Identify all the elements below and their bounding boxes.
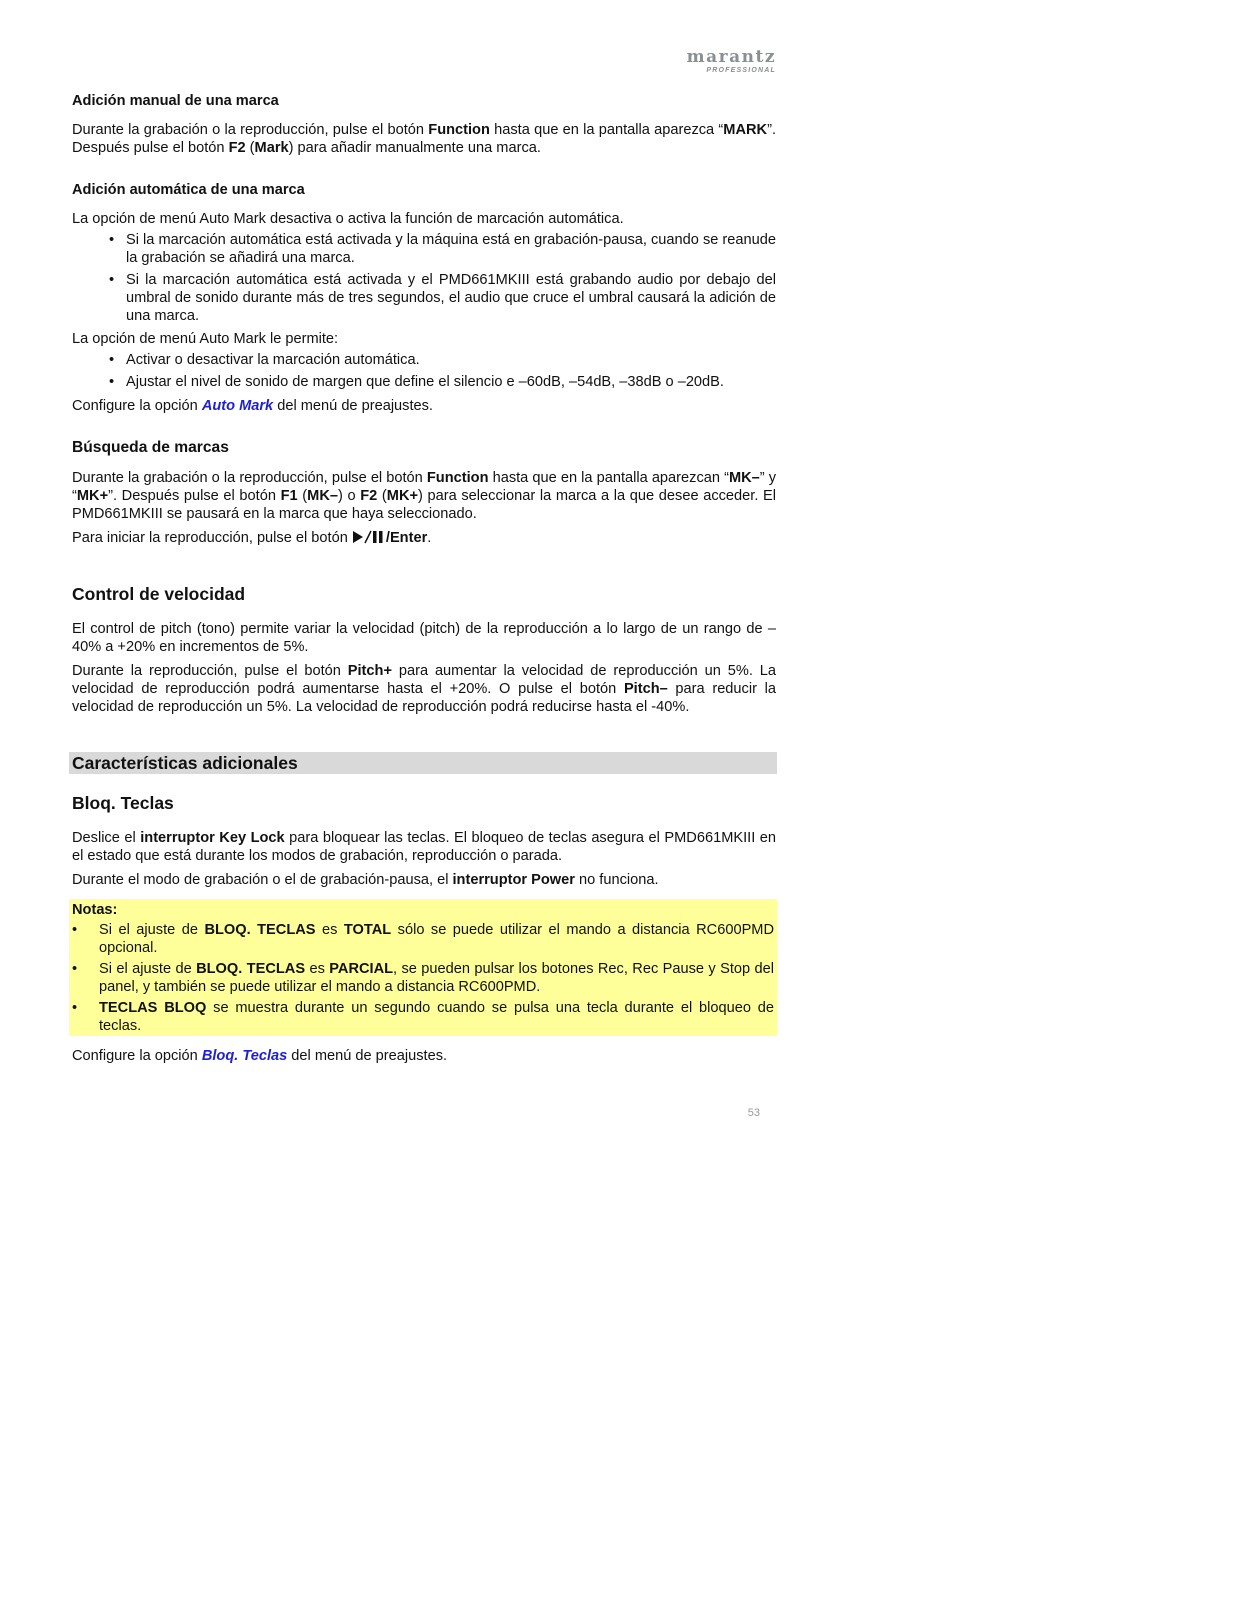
list-item: • Ajustar el nivel de sonido de margen que define el silencio e –60dB, –54dB, –38dB o –20dB. bbox=[109, 373, 776, 391]
page-content bbox=[72, 92, 776, 1065]
speed-paragraph-2: Durante la reproducción, pulse el botón Pitch+ para aumentar la velocidad de reproducción un 5%. La velocidad de reproducción podrá aumentarse hasta el +20%. O pulse el botón Pitch– para reducir la velocidad de reproducción un 5%. La velocidad de reproducción podrá reducirse hasta el -40%. bbox=[72, 663, 776, 715]
manual-mark-paragraph: Durante la grabación o la reproducción, pulse el botón Function hasta que en la pantalla aparezca “MARK”. Después pulse el botón F2 (Mark) para añadir manualmente una marca. bbox=[72, 122, 776, 156]
search-marks-play: Para iniciar la reproducción, pulse el botón /Enter. bbox=[72, 529, 776, 549]
manual-mark-heading: Adición manual de una marca bbox=[72, 93, 279, 109]
notes-title: Notas: bbox=[72, 902, 118, 918]
list-item: • Si la marcación automática está activada y la máquina está en grabación-pausa, cuando se reanude la grabación se añadirá una marca. bbox=[109, 231, 776, 267]
key-lock-heading: Bloq. Teclas bbox=[72, 793, 174, 813]
note-item: • Si el ajuste de BLOQ. TECLAS es PARCIAL, se pueden pulsar los botones Rec, Rec Pause y Stop del panel, y también se puede utilizar el mando a distancia RC600PMD. bbox=[72, 960, 774, 996]
marantz-logo bbox=[666, 48, 776, 75]
speed-heading: Control de velocidad bbox=[72, 584, 246, 604]
list-item: • Si la marcación automática está activada y el PMD661MKIII está grabando audio por debajo del umbral de sonido durante más de tres segundos, el audio que cruce el umbral causará la adición de una marca. bbox=[109, 271, 776, 325]
note-item: • TECLAS BLOQ se muestra durante un segundo cuando se pulsa una tecla durante el bloqueo de teclas. bbox=[72, 999, 774, 1035]
search-marks-paragraph: Durante la grabación o la reproducción, pulse el botón Function hasta que en la pantalla aparezcan “MK–” y “MK+”. Después pulse el botón F1 (MK–) o F2 (MK+) para seleccionar la marca a la que desee acceder. El PMD661MKIII se pausará en la marca que haya seleccionado. bbox=[72, 470, 777, 522]
auto-mark-configure: Configure la opción Auto Mark del menú de preajustes. bbox=[72, 398, 433, 414]
key-lock-configure: Configure la opción Bloq. Teclas del menú de preajustes. bbox=[72, 1048, 448, 1064]
auto-mark-heading: Adición automática de una marca bbox=[72, 182, 305, 198]
key-lock-paragraph-2: Durante el modo de grabación o el de grabación-pausa, el interruptor Power no funciona. bbox=[72, 872, 659, 888]
auto-mark-bullets-1 bbox=[72, 231, 776, 325]
key-lock-paragraph-1: Deslice el interruptor Key Lock para bloquear las teclas. El bloqueo de teclas asegura el PMD661MKIII en el estado que está durante los modos de grabación, reproducción o parada. bbox=[72, 830, 776, 864]
auto-mark-intro-2: La opción de menú Auto Mark le permite: bbox=[72, 331, 339, 347]
notes-box bbox=[69, 899, 777, 1036]
speed-paragraph-1: El control de pitch (tono) permite variar la velocidad (pitch) de la reproducción a lo largo de un rango de –40% a +20% en incrementos de 5%. bbox=[72, 621, 776, 655]
key-lock-link[interactable]: Bloq. Teclas bbox=[201, 1048, 288, 1064]
auto-mark-bullets-2 bbox=[72, 351, 776, 391]
page-number: 53 bbox=[747, 1107, 760, 1119]
enter-button-label: /Enter bbox=[385, 530, 428, 546]
search-marks-heading: Búsqueda de marcas bbox=[72, 439, 229, 456]
auto-mark-link[interactable]: Auto Mark bbox=[201, 398, 274, 414]
list-item: • Activar o desactivar la marcación automática. bbox=[109, 351, 776, 369]
play-pause-icon bbox=[352, 530, 386, 549]
brand-name: marantz bbox=[686, 47, 776, 67]
brand-sub: PROFESSIONAL bbox=[706, 67, 776, 74]
additional-features-bar: Características adicionales bbox=[69, 752, 777, 774]
note-item: • Si el ajuste de BLOQ. TECLAS es TOTAL sólo se puede utilizar el mando a distancia RC600PMD opcional. bbox=[72, 921, 774, 957]
auto-mark-intro: La opción de menú Auto Mark desactiva o activa la función de marcación automática. bbox=[72, 211, 624, 227]
notes-list bbox=[72, 921, 774, 1035]
